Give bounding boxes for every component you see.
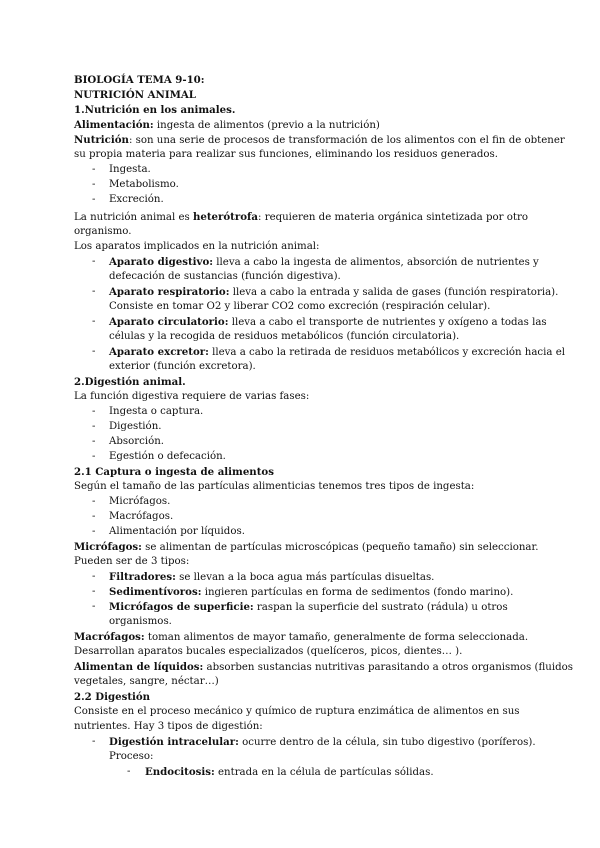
paragraph-fases: La función digestiva requiere de varias fases:: [74, 391, 310, 402]
list-item: Endocitosis: entrada en la célula de partículas sólidas.: [145, 766, 434, 778]
list-bullet: -: [92, 511, 96, 522]
doc-title: BIOLOGÍA TEMA 9-10:: [74, 74, 205, 86]
list-bullet: -: [92, 601, 96, 612]
list-item: Excreción.: [109, 194, 164, 205]
list-bullet: -: [92, 421, 96, 432]
list-item: Absorción.: [109, 436, 165, 447]
paragraph-microfagos-cont: Pueden ser de 3 tipos:: [74, 556, 190, 567]
list-item: Macrófagos.: [109, 511, 174, 522]
paragraph-digestion: Consiste en el proceso mecánico y químico de ruptura enzimática de alimentos en sus: [74, 706, 520, 717]
list-bullet: -: [92, 451, 96, 462]
list-item: Aparato circulatorio: lleva a cabo el transporte de nutrientes y oxígeno a todas las: [109, 316, 547, 328]
list-bullet: -: [92, 164, 96, 175]
list-item: Digestión.: [109, 421, 162, 432]
list-bullet: -: [92, 586, 96, 597]
list-item: Sedimentívoros: ingieren partículas en forma de sedimentos (fondo marino).: [109, 586, 514, 598]
list-bullet: -: [92, 436, 96, 447]
list-item: Micrófagos.: [109, 496, 171, 507]
paragraph-macrofagos: Macrófagos: toman alimentos de mayor tamaño, generalmente de forma seleccionada.: [74, 631, 529, 643]
list-item-cont: células y la recogida de residuos metabólicos (función circulatoria).: [109, 331, 460, 342]
paragraph-alimentacion: Alimentación: ingesta de alimentos (previo a la nutrición): [74, 119, 380, 131]
list-item: Micrófagos de superficie: raspan la superficie del sustrato (rádula) u otros: [109, 601, 508, 613]
list-bullet: -: [92, 736, 96, 747]
list-bullet: -: [92, 571, 96, 582]
section-heading: 1.Nutrición en los animales.: [74, 104, 236, 116]
paragraph-tamano: Según el tamaño de las partículas alimenticias tenemos tres tipos de ingesta:: [74, 481, 475, 492]
paragraph-digestion-cont: nutrientes. Hay 3 tipos de digestión:: [74, 721, 263, 732]
paragraph-microfagos: Micrófagos: se alimentan de partículas microscópicas (pequeño tamaño) sin seleccionar.: [74, 541, 539, 553]
paragraph-liquidos-cont: vegetales, sangre, néctar…): [74, 676, 219, 687]
list-item: Ingesta.: [109, 164, 151, 175]
list-bullet: -: [92, 346, 96, 357]
list-bullet: -: [127, 766, 131, 777]
list-bullet: -: [92, 256, 96, 267]
list-item-cont: Proceso:: [109, 751, 154, 762]
list-item: Aparato respiratorio: lleva a cabo la entrada y salida de gases (función respiratoria).: [109, 286, 559, 298]
paragraph-macrofagos-cont: Desarrollan aparatos bucales especializados (quelíceros, picos, dientes… ).: [74, 646, 463, 657]
list-item-cont: Consiste en tomar O2 y liberar CO2 como excreción (respiración celular).: [109, 301, 491, 312]
list-bullet: -: [92, 316, 96, 327]
paragraph-heterotrofa: La nutrición animal es heterótrofa: requieren de materia orgánica sintetizada por otro: [74, 211, 528, 223]
list-item: Ingesta o captura.: [109, 406, 204, 417]
list-bullet: -: [92, 526, 96, 537]
list-item: Filtradores: se llevan a la boca agua más partículas disueltas.: [109, 571, 435, 583]
list-item-cont: organismos.: [109, 616, 172, 627]
paragraph-aparatos: Los aparatos implicados en la nutrición animal:: [74, 241, 320, 252]
doc-subtitle: NUTRICIÓN ANIMAL: [74, 89, 196, 101]
list-item: Digestión intracelular: ocurre dentro de la célula, sin tubo digestivo (poríferos).: [109, 736, 536, 748]
paragraph-heterotrofa-cont: organismo.: [74, 226, 132, 237]
list-item: Aparato digestivo: lleva a cabo la ingesta de alimentos, absorción de nutrientes y: [109, 256, 539, 268]
subsection-heading: 2.2 Digestión: [74, 691, 151, 703]
list-item: Metabolismo.: [109, 179, 179, 190]
section-heading: 2.Digestión animal.: [74, 376, 186, 388]
paragraph-nutricion: Nutrición: son una serie de procesos de transformación de los alimentos con el fin de obtener: [74, 134, 565, 146]
list-item: Aparato excretor: lleva a cabo la retirada de residuos metabólicos y excreción hacia el: [109, 346, 565, 358]
list-bullet: -: [92, 194, 96, 205]
list-item-cont: exterior (función excretora).: [109, 361, 256, 372]
list-item-cont: defecación de sustancias (función digestiva).: [109, 271, 341, 282]
list-bullet: -: [92, 496, 96, 507]
list-bullet: -: [92, 179, 96, 190]
list-item: Egestión o defecación.: [109, 451, 226, 462]
list-bullet: -: [92, 286, 96, 297]
subsection-heading: 2.1 Captura o ingesta de alimentos: [74, 466, 274, 478]
list-item: Alimentación por líquidos.: [109, 526, 245, 537]
paragraph-liquidos: Alimentan de líquidos: absorben sustancias nutritivas parasitando a otros organismos (fluidos: [74, 661, 573, 673]
list-bullet: -: [92, 406, 96, 417]
paragraph-nutricion-cont: su propia materia para realizar sus funciones, eliminando los residuos generados.: [74, 149, 498, 160]
